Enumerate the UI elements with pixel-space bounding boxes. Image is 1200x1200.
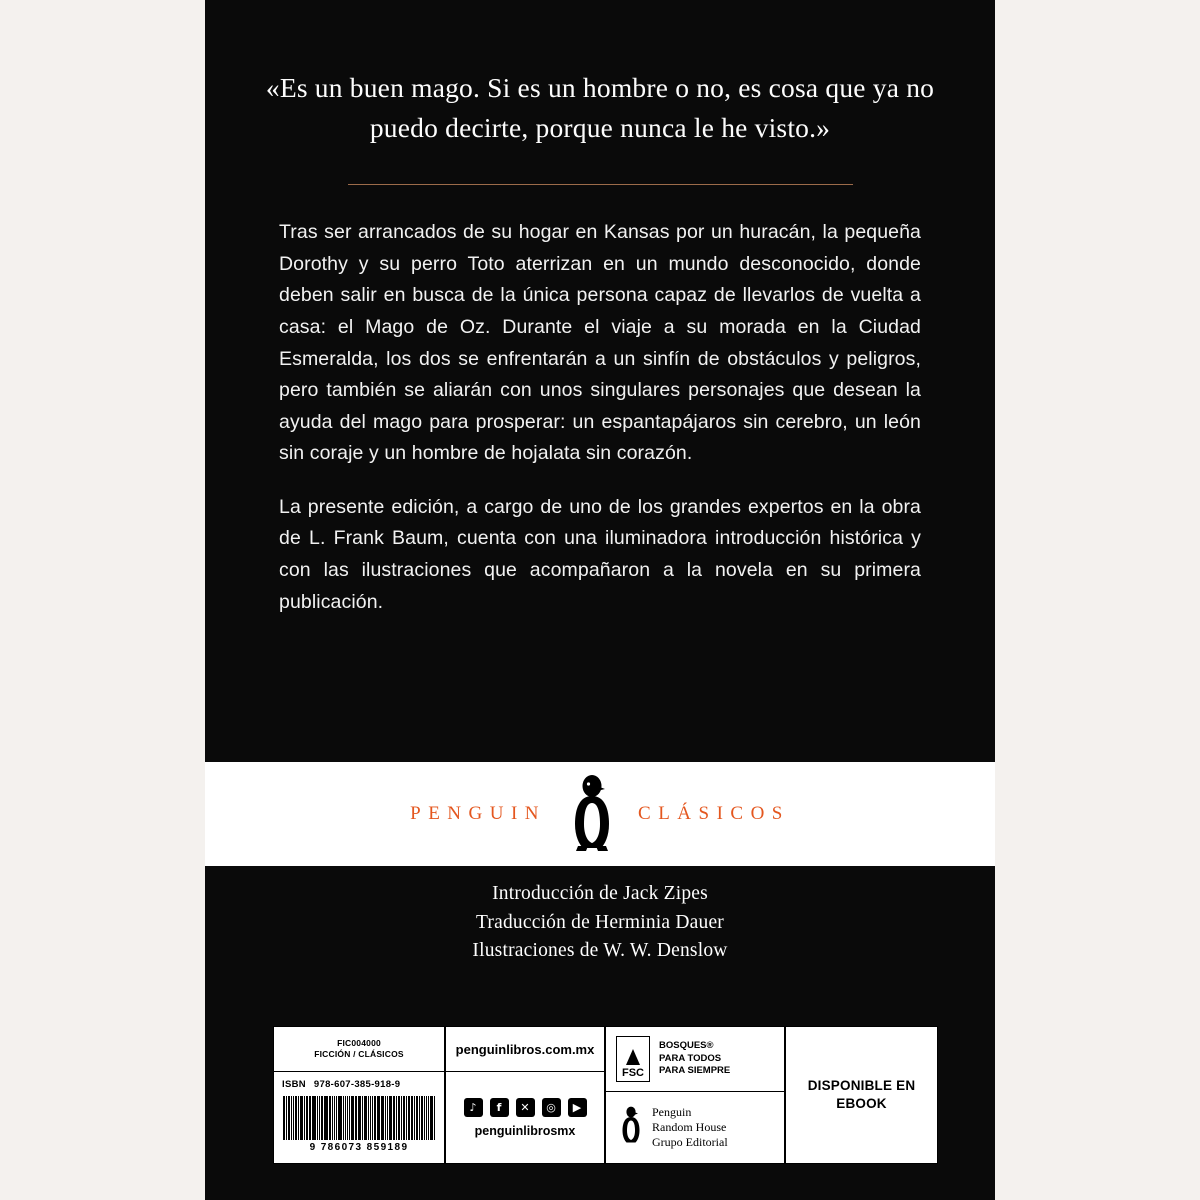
bisac-block [274, 1027, 444, 1072]
website-url[interactable]: penguinlibros.com.mx [446, 1027, 604, 1072]
instagram-icon[interactable]: ◎ [542, 1098, 561, 1117]
credits-block [205, 880, 995, 966]
facebook-icon[interactable]: f [490, 1098, 509, 1117]
fsc-text-line-1: BOSQUES® [659, 1040, 714, 1052]
isbn-label: ISBN [282, 1078, 306, 1090]
fsc-text [659, 1040, 730, 1077]
fsc-logo-icon [616, 1036, 650, 1082]
web-social-cell [445, 1026, 605, 1164]
back-cover [205, 0, 995, 1200]
bisac-code: FIC004000 [337, 1038, 381, 1049]
ebook-line-2: EBOOK [836, 1096, 887, 1111]
social-block [446, 1072, 604, 1163]
penguin-small-logo-icon [618, 1105, 644, 1150]
fsc-publisher-cell [605, 1026, 785, 1164]
fsc-text-line-2: PARA TODOS [659, 1052, 722, 1064]
fsc-text-line-3: PARA SIEMPRE [659, 1065, 731, 1077]
publisher-line-2: Random House [652, 1120, 727, 1134]
tiktok-icon[interactable]: ♪ [464, 1098, 483, 1117]
barcode [274, 1096, 444, 1163]
blurb [205, 185, 995, 618]
fsc-label: FSC [622, 1067, 644, 1079]
quote-block [205, 0, 995, 185]
barcode-bars [283, 1096, 435, 1140]
barcode-digits: 9 786073 859189 [309, 1142, 409, 1153]
publisher-block [606, 1092, 784, 1163]
footer-strip [273, 1026, 938, 1164]
blurb-paragraph-1: Tras ser arrancados de su hogar en Kansas por un huracán, la pequeña Dorothy y su perro Toto aterrizan en un mundo desconocido, donde deben salir en busca de la única persona capaz de llevarlos de vuelta a casa: el Mago de Oz. Durante el viaje a su morada en la Ciudad Esmeralda, los dos se enfrentarán a un sinfín de obstáculos y peligros, pero también se aliarán con unos singulares personajes que desean la ayuda del mago para prosperar: un espantapájaros sin cerebro, un león sin coraje y un hombre de hojalata sin corazón. [279, 221, 921, 465]
imprint-band [205, 762, 995, 866]
imprint-word-left: PENGUIN [410, 803, 547, 824]
x-icon[interactable]: ✕ [516, 1098, 535, 1117]
social-handle: penguinlibrosmx [474, 1123, 576, 1138]
youtube-icon[interactable]: ▶ [568, 1098, 587, 1117]
bisac-category: FICCIÓN / CLÁSICOS [314, 1049, 404, 1059]
cover-quote: «Es un buen mago. Si es un hombre o no, es cosa que ya no puedo decirte, porque nunca le he visto.» [265, 72, 935, 144]
publisher-line-1: Penguin [652, 1105, 692, 1119]
penguin-logo-icon [566, 772, 618, 856]
publisher-name [652, 1105, 728, 1150]
isbn-value: 978-607-385-918-9 [313, 1078, 401, 1090]
social-icons[interactable] [464, 1098, 587, 1117]
credit-line-intro: Introducción de Jack Zipes [492, 883, 708, 904]
credit-line-translation: Traducción de Herminia Dauer [475, 911, 724, 933]
credit-line-illustrations: Ilustraciones de W. W. Denslow [472, 940, 728, 962]
isbn-line [274, 1072, 444, 1096]
fsc-block [606, 1027, 784, 1092]
publisher-line-3: Grupo Editorial [652, 1135, 728, 1149]
ebook-line-1: DISPONIBLE EN [807, 1077, 916, 1093]
bisac-barcode-cell [273, 1026, 445, 1164]
imprint-word-right: CLÁSICOS [638, 803, 790, 824]
ebook-cell [785, 1026, 938, 1164]
blurb-paragraph-2: La presente edición, a cargo de uno de los grandes expertos en la obra de L. Frank Baum, cuenta con una iluminadora introducción histórica y con las ilustraciones que acompañaron a la novela en su primera publicación. [279, 495, 921, 613]
